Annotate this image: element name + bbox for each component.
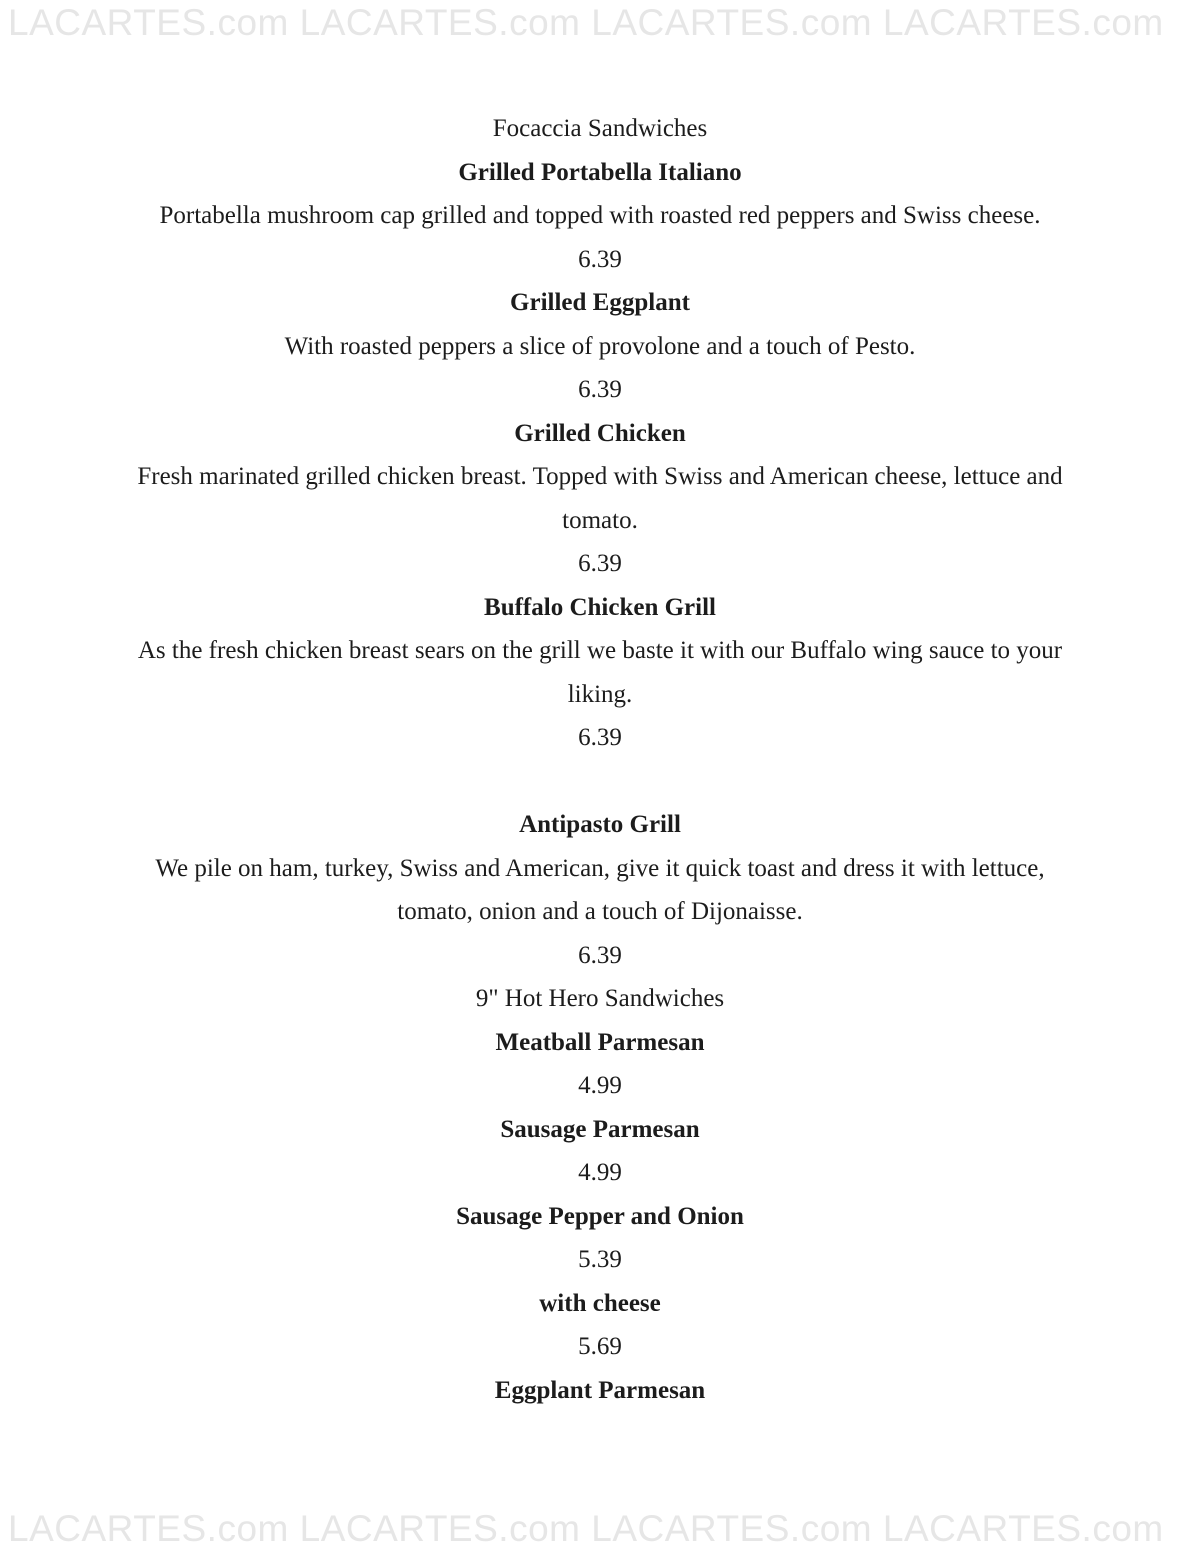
item-name-chicken: Grilled Chicken	[514, 419, 686, 447]
item-name-eggplant-parm: Eggplant Parmesan	[494, 1376, 706, 1404]
item-price-sausage-pepper: 5.39	[578, 1246, 622, 1273]
item-name-portabella: Grilled Portabella Italiano	[458, 158, 742, 186]
item-price-with-cheese: 5.69	[578, 1333, 622, 1360]
item-price-meatball: 4.99	[578, 1072, 622, 1099]
section-title-hero: 9" Hot Hero Sandwiches	[475, 985, 725, 1012]
item-desc-portabella: Portabella mushroom cap grilled and topped with roasted red peppers and Swiss cheese.	[159, 202, 1041, 229]
menu-page	[110, 107, 1090, 1412]
item-desc-antipasto-line2: tomato, onion and a touch of Dijonaisse.	[397, 898, 803, 925]
item-name-buffalo: Buffalo Chicken Grill	[484, 593, 716, 621]
item-name-with-cheese: with cheese	[539, 1289, 661, 1317]
item-desc-eggplant: With roasted peppers a slice of provolone and a touch of Pesto.	[284, 332, 916, 360]
item-name-sausage: Sausage Parmesan	[500, 1115, 700, 1143]
item-desc-buffalo-line2: liking.	[567, 680, 633, 708]
item-price-buffalo: 6.39	[578, 724, 622, 751]
watermark-top: LACARTES.com LACARTES.com LACARTES.com LACARTES.com	[8, 2, 1164, 43]
item-price-antipasto: 6.39	[578, 941, 622, 969]
item-desc-buffalo-line1: As the fresh chicken breast sears on the grill we baste it with our Buffalo wing sauce to your	[137, 637, 1063, 664]
item-desc-chicken-line1: Fresh marinated grilled chicken breast. Topped with Swiss and American cheese, lettuce and	[137, 463, 1063, 490]
item-name-sausage-pepper: Sausage Pepper and Onion	[456, 1202, 744, 1230]
item-price-portabella: 6.39	[578, 245, 622, 273]
item-name-meatball: Meatball Parmesan	[495, 1028, 705, 1056]
item-price-sausage: 4.99	[578, 1159, 622, 1186]
section-title-focaccia: Focaccia Sandwiches	[492, 115, 708, 142]
item-name-eggplant: Grilled Eggplant	[510, 289, 690, 316]
watermark-bottom: LACARTES.com LACARTES.com LACARTES.com LACARTES.com	[8, 1508, 1164, 1549]
item-desc-chicken-line2: tomato.	[562, 506, 638, 534]
item-desc-antipasto-line1: We pile on ham, turkey, Swiss and American, give it quick toast and dress it with lettuce,	[155, 854, 1045, 882]
item-name-antipasto: Antipasto Grill	[519, 811, 681, 838]
item-price-chicken: 6.39	[578, 550, 622, 577]
section-spacer	[110, 760, 1090, 804]
item-price-eggplant: 6.39	[578, 376, 622, 403]
